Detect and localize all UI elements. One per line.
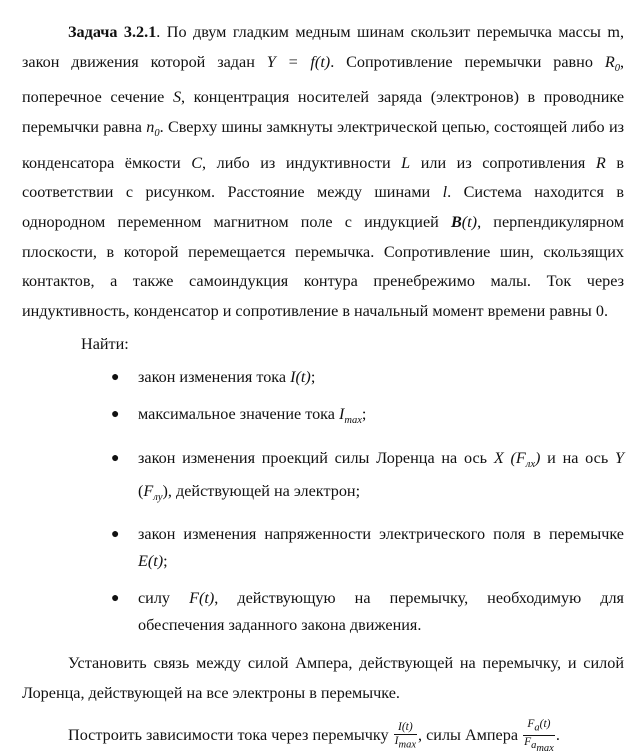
bullet-icon: ● <box>111 407 120 423</box>
symbol-r: R <box>595 153 606 172</box>
symbol-c: C <box>191 153 203 172</box>
motion-law: Y = f(t) <box>266 52 331 71</box>
find-label: Найти: <box>81 335 129 354</box>
problem-title: Задача 3.2.1 <box>68 23 157 41</box>
ampere-force-ratio: $\frac{F_a(t)}{F_{a_{max}}}$ <box>524 718 554 754</box>
symbol-s: S <box>172 88 182 107</box>
bullet-icon: ● <box>111 591 120 607</box>
symbol-n0: $n_0$ <box>146 118 160 140</box>
list-item: ● максимальное значение тока $I_{max}$; <box>138 401 624 434</box>
current-ratio: $\frac{I(t)}{I_{max}}$ <box>394 721 416 751</box>
task-list <box>22 364 624 639</box>
list-item: ● закон изменения напряженности электрического поля в перемычке E(t); <box>138 521 624 575</box>
symbol-l-inductance: L <box>401 153 411 172</box>
list-item: ● закон изменения проекций силы Лоренца на ось X $(F_{лx})$ и на ось Y $(F_{лy})$, действующей на электрон; <box>138 445 624 511</box>
bullet-icon: ● <box>111 450 120 466</box>
symbol-r0: $R_0$ <box>604 52 620 74</box>
symbol-b: B <box>450 213 462 232</box>
plot-instruction: Построить зависимости тока через перемычку $\frac{I(t)}{I_{max}}$ , силы Ампера $\frac{F_a(t)}{F_{a_{max}}}$ . <box>68 718 560 754</box>
relation-paragraph: Установить связь между силой Ампера, действующей на перемычку, и силой Лоренца, действующей на все электроны в перемычке. <box>22 654 624 702</box>
bullet-icon: ● <box>111 370 120 386</box>
symbol-l-distance: l <box>442 183 448 202</box>
problem-page <box>22 18 624 755</box>
bullet-icon: ● <box>111 527 120 543</box>
list-item: ● силу F(t), действующую на перемычку, необходимую для обеспечения заданного закона движения. <box>138 585 624 639</box>
list-item: ● закон изменения тока I(t); <box>138 364 624 391</box>
problem-statement: Задача 3.2.1. По двум гладким медным шинам скользит перемычка массы m, закон движения которой задан Y = f(t). Сопротивление перемычки равно $R_0$, поперечное сечение S, концентрация носителей заряда (электронов) в проводнике перемычки равна $n_0$. Сверху шины замкнуты электрической цепью, состоящей либо из конденсатора ёмкости C, либо из индуктивности L или из сопротивления R в соответствии с рисунком. Расстояние между шинами l. Система находится в однородном переменном магнитном поле с индукцией B(t), перпендикулярном плоскости, в которой перемещается перемычка. Сопротивление шин, скользящих контактов, а также самоиндукция контура пренебрежимо малы. Ток через индуктивность, конденсатор и сопротивление в начальный момент времени равны 0. <box>22 23 625 320</box>
